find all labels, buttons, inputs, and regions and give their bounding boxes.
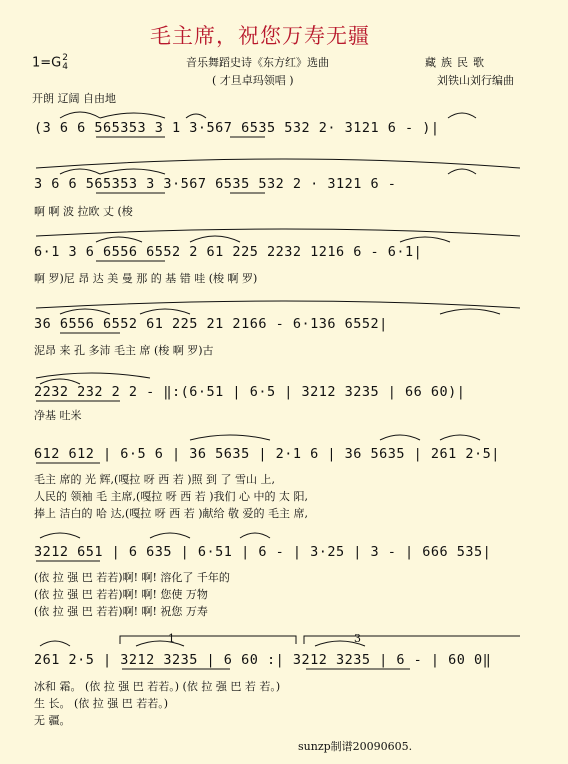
volta-1-label: 1 [168, 632, 175, 645]
staff-line-3-lyric-1: 啊 罗)尼 昂 达 美 曼 那 的 基 错 哇 (梭 啊 罗) [34, 272, 258, 285]
song-title: 毛主席，祝您万寿无疆 [150, 24, 370, 48]
staff-line-6-lyric-1: 毛主 席的 光 辉,(嘎拉 呀 西 若 )照 到 了 雪山 上, [34, 473, 276, 486]
origin-credit: 藏族民歌 [425, 56, 489, 69]
staff-line-5-lyric-1: 净基 吐米 [34, 409, 82, 422]
subtitle: 音乐舞蹈史诗《东方红》选曲 [186, 56, 329, 69]
staff-line-6-lyric-3: 捧上 洁白的 哈 达,(嘎拉 呀 西 若 )献给 敬 爱的 毛主 席, [34, 507, 309, 520]
arranger-credit: 刘铁山刘行编曲 [437, 74, 514, 87]
staff-line-1-notes: (3 6 6 565353 3 1 3·567 6535 532 2· 3121 6 - )| [34, 120, 440, 136]
staff-line-4-lyric-1: 泥昂 来 孔 多沛 毛主 席 (梭 啊 罗)古 [34, 344, 214, 357]
time-signature: 2 4 [62, 53, 68, 72]
staff-line-8-notes: 261 2·5 | 3212 3235 | 6 60 :| 3212 3235 | 6 - | 60 0‖ [34, 652, 492, 668]
staff-line-4-notes: 36 6556 6552 61 225 21 2166 - 6·136 6552| [34, 316, 388, 332]
staff-line-2-lyric-1: 啊 啊 波 拉欧 丈 (梭 [34, 205, 133, 218]
staff-line-7-lyric-1: (依 拉 强 巴 若若)啊! 啊! 溶化了 千年的 [34, 571, 230, 584]
staff-line-7-lyric-3: (依 拉 强 巴 若若)啊! 啊! 祝您 万寿 [34, 605, 208, 618]
tempo-marking: 开朗 辽阔 自由地 [32, 92, 116, 105]
staff-line-3-notes: 6·1 3 6 6556 6552 2 61 225 2232 1216 6 - 6·1| [34, 244, 423, 260]
singer-note: ( 才旦卓玛领唱 ) [212, 74, 294, 87]
staff-line-7-lyric-2: (依 拉 强 巴 若若)啊! 啊! 您使 万物 [34, 588, 208, 601]
transcriber-credit: sunzp制谱20090605. [298, 740, 413, 753]
volta-2-label: 3 [354, 632, 361, 645]
staff-line-6-notes: 612 612 | 6·5 6 | 36 5635 | 2·1 6 | 36 5635 | 261 2·5| [34, 446, 500, 462]
staff-line-7-notes: 3212 651 | 6 635 | 6·51 | 6 - | 3·25 | 3 - | 666 535| [34, 544, 492, 560]
key-signature: 1=G2 4 [32, 53, 68, 72]
staff-line-5-notes: 2232 232 2 2 - ‖:(6·51 | 6·5 | 3212 3235 | 66 60)| [34, 384, 466, 400]
staff-line-8-lyric-3: 无 疆。 [34, 714, 71, 727]
staff-line-8-lyric-1: 冰和 霜。 (依 拉 强 巴 若若。) (依 拉 强 巴 若 若。) [34, 680, 281, 693]
staff-line-2-notes: 3 6 6 565353 3 3·567 6535 532 2 · 3121 6 - [34, 176, 397, 192]
staff-line-8-lyric-2: 生 长。 (依 拉 强 巴 若若。) [34, 697, 169, 710]
staff-line-6-lyric-2: 人民的 领袖 毛 主席,(嘎拉 呀 西 若 )我们 心 中的 太 阳, [34, 490, 309, 503]
